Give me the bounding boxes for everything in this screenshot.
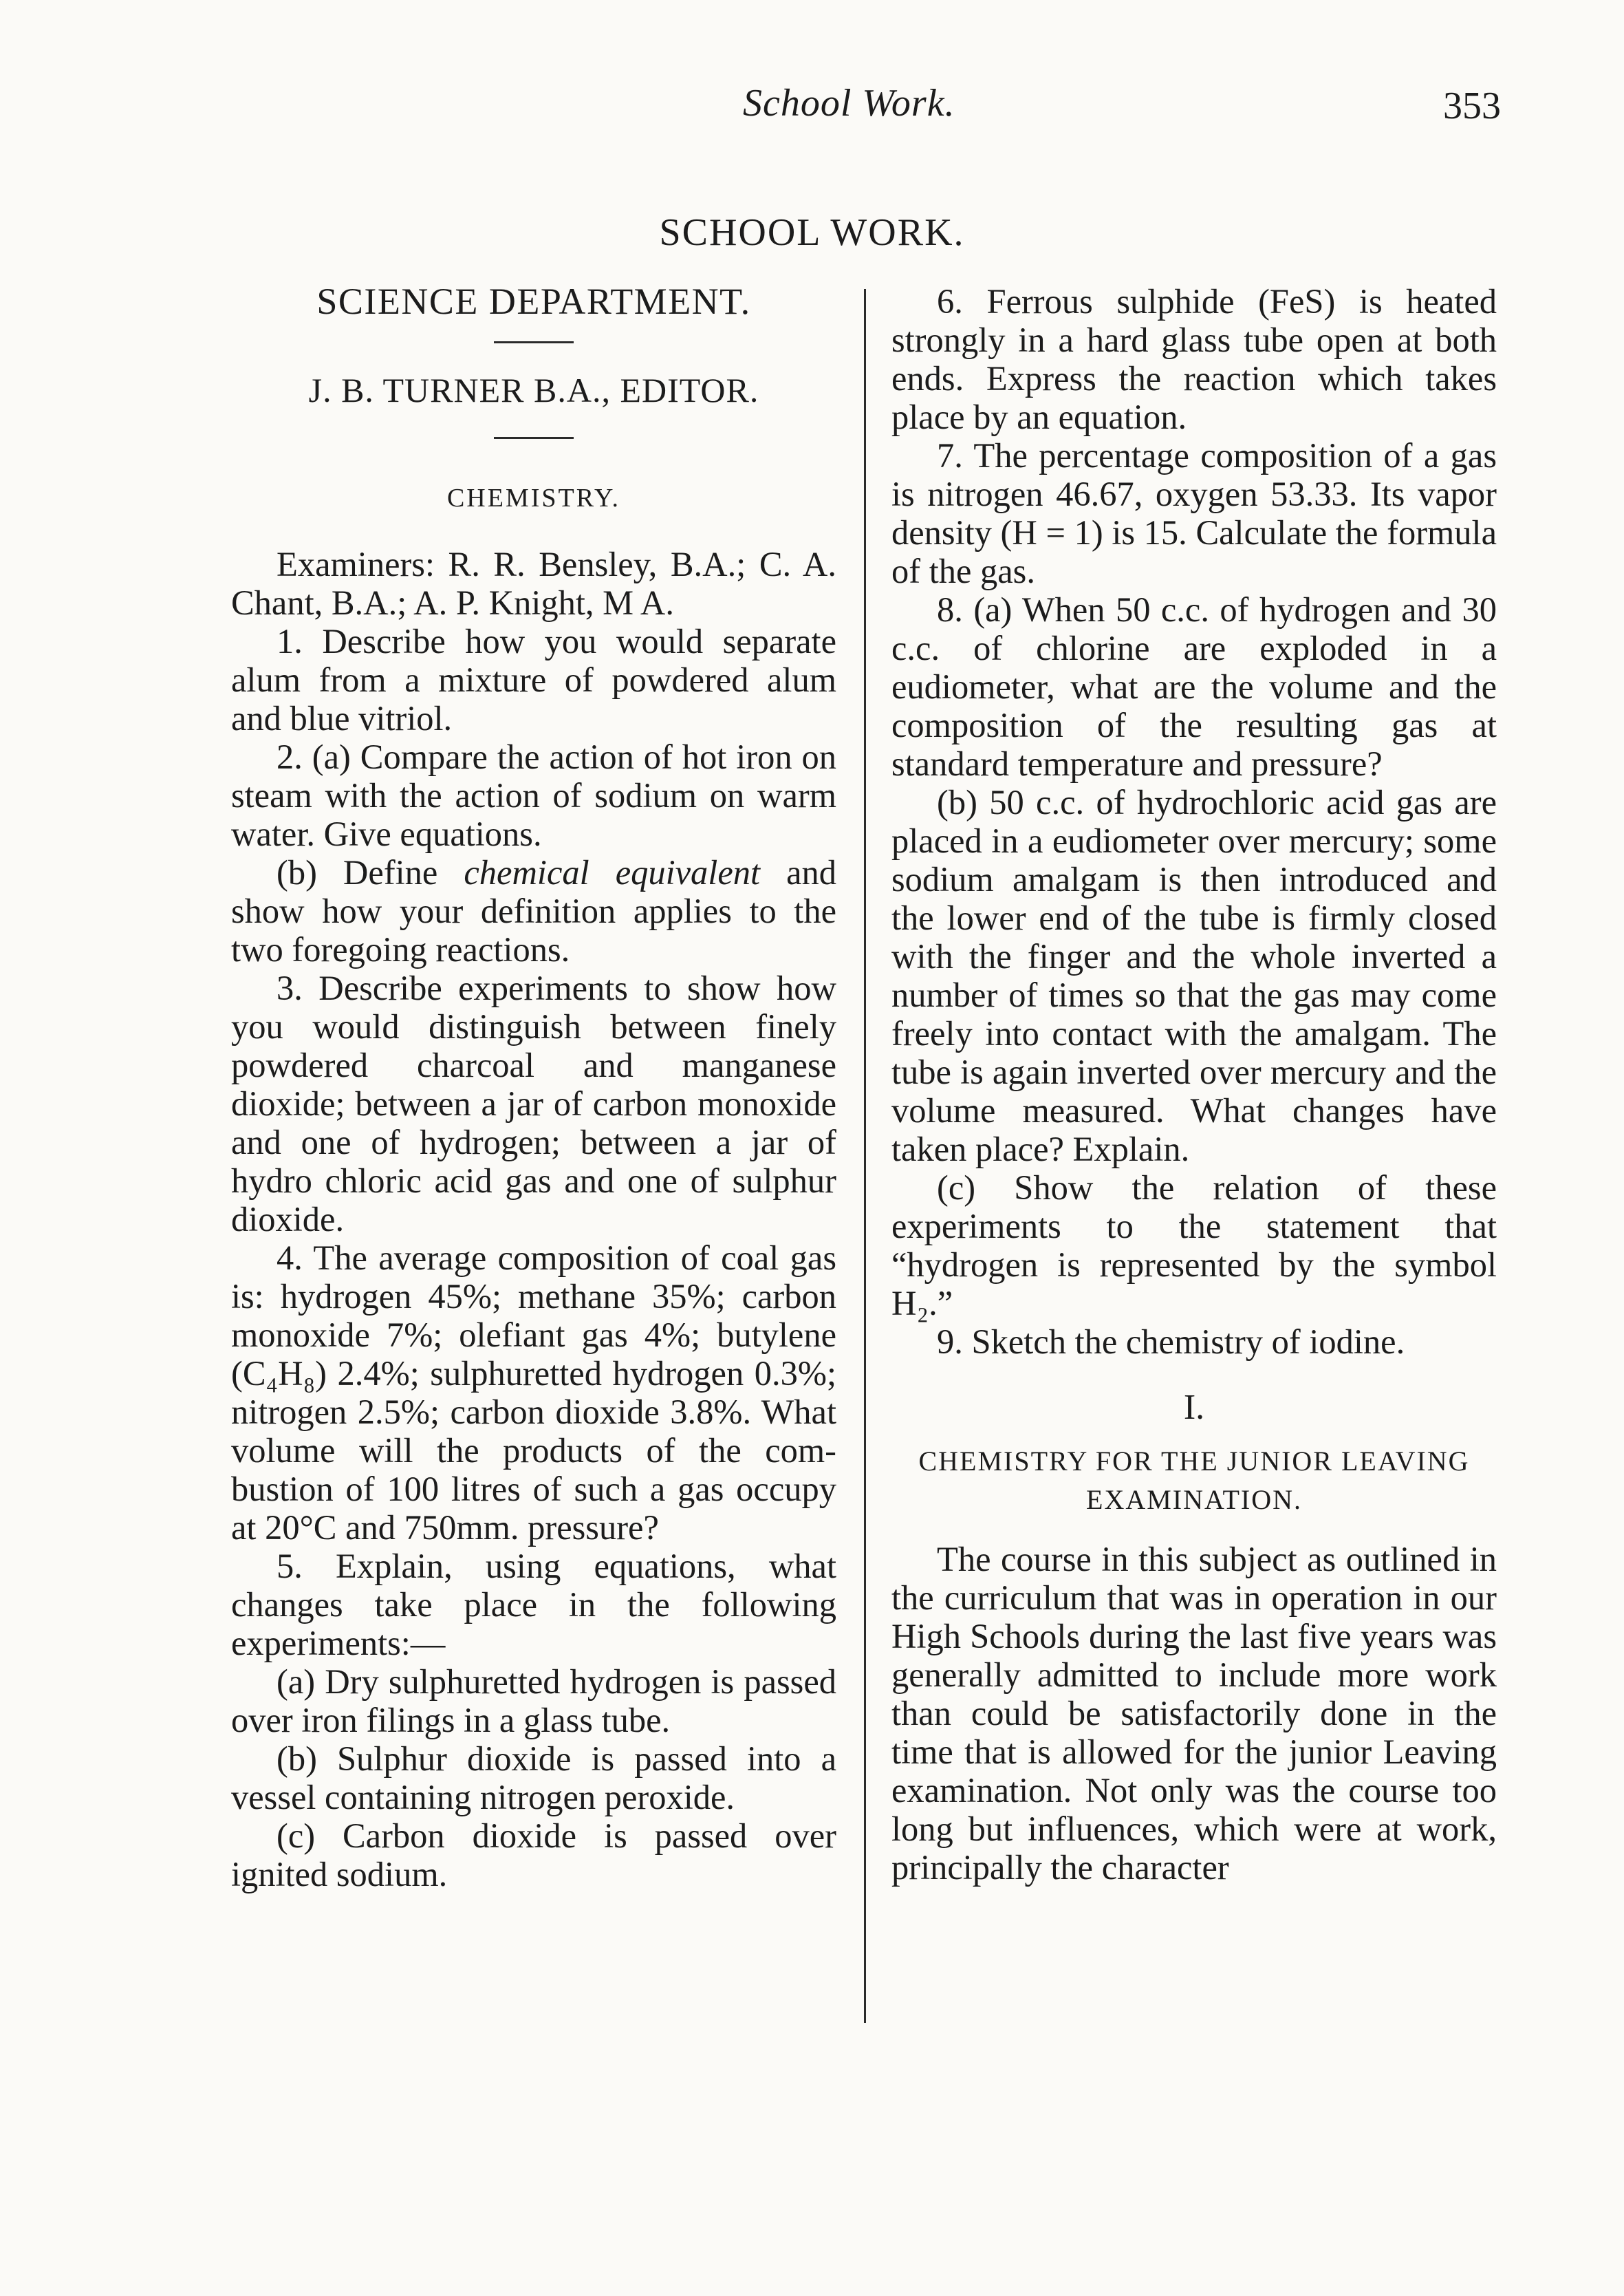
question-6: 6. Ferrous sulphide (FeS) is heated strongly in a hard glass tube open at both ends. Express the reaction which takes place by an equation. bbox=[891, 282, 1497, 436]
running-title: School Work. bbox=[743, 82, 955, 125]
question-4: 4. The average composition of coal gas is: hydrogen 45%; methane 35%; carbon monoxide 7%; olefiant gas 4%; butylene (C₄H₈) 2.4%; sulphuretted hydrogen 0.3%; nitrogen 2.5%; carbon dioxide 3.8%. What volume will the products of the combustion of 100 litres of such a gas occupy at 20°C and 750mm. pressure? bbox=[231, 1238, 836, 1547]
question-2b bbox=[231, 853, 836, 969]
question-8b: (b) 50 c.c. of hydrochloric acid gas are placed in a eudiometer over mercury; some sodium amalgam is then introduced and the lower end of the tube is firmly closed with the finger and the whole inverted a number of times so that the gas may come freely into contact with the amalgam. The tube is again inverted over mercury and the volume measured. What changes have taken place? Explain. bbox=[891, 783, 1497, 1168]
question-3: 3. Describe experiments to show how you would distinguish between finely powdered charcoal and manganese dioxide; between a jar of carbon monoxide and one of hydrogen; between a jar of hydro chloric acid gas and one of sulphur dioxide. bbox=[231, 969, 836, 1238]
question-7: 7. The percentage composition of a gas is nitrogen 46.67, oxygen 53.33. Its vapor density (H = 1) is 15. Calculate the formula of the gas. bbox=[891, 436, 1497, 590]
section-title: SCHOOL WORK. bbox=[659, 211, 965, 254]
question-2b-prefix: (b) Define bbox=[277, 853, 438, 892]
short-rule bbox=[494, 341, 574, 343]
column-divider bbox=[864, 289, 866, 2023]
question-8c: (c) Show the relation of these experiments to the statement that “hydrogen is represented by the symbol H₂.” bbox=[891, 1168, 1497, 1322]
page-number: 353 bbox=[1443, 85, 1501, 127]
question-5b: (b) Sulphur dioxide is passed into a vessel containing nitrogen peroxide. bbox=[231, 1739, 836, 1816]
article-title: CHEMISTRY FOR THE JUNIOR LEAVING EXAMINATION. bbox=[918, 1446, 1470, 1515]
question-2b-suffix: and show how your definition applies to the two foregoing reactions. bbox=[231, 853, 836, 969]
short-rule bbox=[494, 437, 574, 439]
question-2a: 2. (a) Compare the action of hot iron on steam with the action of sodium on warm water. Give equations. bbox=[231, 738, 836, 853]
right-column bbox=[891, 282, 1497, 1887]
question-8a: 8. (a) When 50 c.c. of hydrogen and 30 c.c. of chlorine are exploded in a eudiometer, what are the volume and the composition of the resulting gas at standard temperature and pressure? bbox=[891, 590, 1497, 783]
editor-line: J. B. TURNER B.A., EDITOR. bbox=[308, 371, 759, 409]
question-5a: (a) Dry sulphuretted hydrogen is passed over iron filings in a glass tube. bbox=[231, 1662, 836, 1739]
question-1: 1. Describe how you would separate alum from a mixture of powdered alum and blue vitriol. bbox=[231, 622, 836, 738]
roman-numeral: I. bbox=[1183, 1388, 1205, 1427]
question-2b-emphasis: chemical equivalent bbox=[464, 853, 761, 892]
article-body: The course in this subject as outlined in the curriculum that was in operation in our High Schools during the last five years was generally admitted to include more work than could be satisfactorily done in the time that is allowed for the junior Leaving examination. Not only was the course too long but influences, which were at work, principally the character bbox=[891, 1540, 1497, 1887]
running-head bbox=[0, 81, 1624, 143]
department-heading: SCIENCE DEPARTMENT. bbox=[316, 281, 751, 322]
question-5c: (c) Carbon dioxide is passed over ignited sodium. bbox=[231, 1816, 836, 1893]
left-column bbox=[231, 282, 836, 1893]
examiners: Examiners: R. R. Bensley, B.A.; C. A. Chant, B.A.; A. P. Knight, M A. bbox=[231, 545, 836, 622]
question-5: 5. Explain, using equations, what changes take place in the following experiments:— bbox=[231, 1547, 836, 1662]
question-9: 9. Sketch the chemistry of iodine. bbox=[937, 1322, 1405, 1361]
subject-heading: CHEMISTRY. bbox=[446, 484, 621, 513]
